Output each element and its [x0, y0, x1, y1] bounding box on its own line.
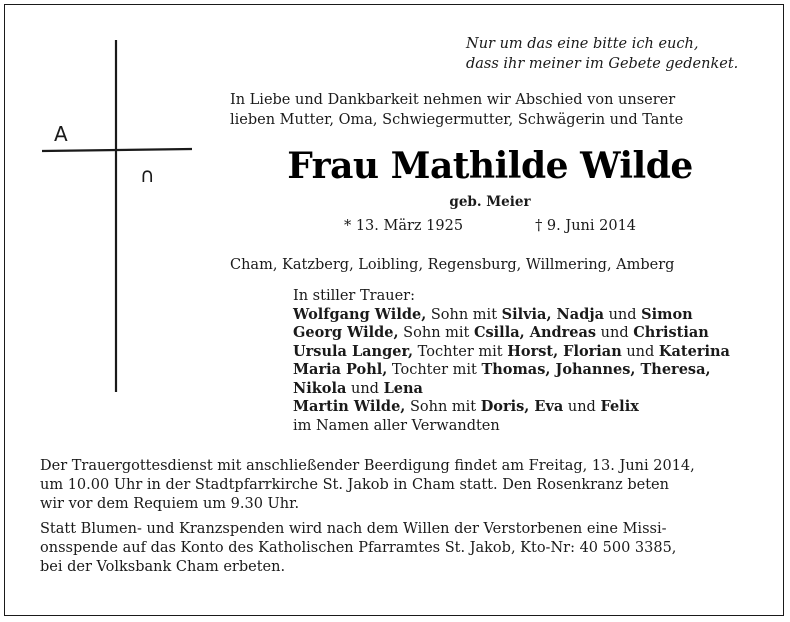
service-line-1: Der Trauergottesdienst mit anschließender Beerdigung findet am Freitag, 13. Juni 2014, — [40, 458, 695, 474]
service-paragraph — [40, 457, 760, 514]
mourner-relation: Sohn mit — [398, 325, 474, 341]
mourner-relation: und — [563, 399, 601, 415]
alpha-symbol: A — [54, 122, 68, 146]
mourner-name: Felix — [600, 398, 639, 415]
donation-line-3: bei der Volksbank Cham erbeten. — [40, 559, 286, 575]
mourning-closing: im Namen aller Verwandten — [293, 417, 500, 434]
mourner-relation: Tochter mit — [387, 362, 482, 378]
mourner-name: Ursula Langer, — [293, 342, 414, 360]
mourner-name: Thomas, Johannes, Theresa, — [481, 361, 711, 378]
intro-line-1: In Liebe und Dankbarkeit nehmen wir Abschied von unserer — [230, 92, 676, 108]
mourner-name: Maria Pohl, — [293, 361, 388, 378]
mourners-list — [293, 287, 763, 435]
mourner-line — [293, 361, 763, 380]
mourner-relation: Sohn mit — [405, 399, 481, 415]
motto-line-2: dass ihr meiner im Gebete gedenket. — [466, 56, 739, 72]
mourner-name: Katerina — [658, 342, 730, 360]
birth-name: geb. Meier — [449, 194, 531, 210]
mourner-name: Doris, Eva — [480, 398, 564, 415]
life-dates — [230, 216, 750, 236]
mourner-relation: Sohn mit — [426, 306, 502, 323]
mourning-heading: In stiller Trauer: — [293, 288, 415, 304]
mourner-line — [293, 398, 763, 417]
mourner-name: Csilla, Andreas — [473, 324, 597, 341]
donation-line-1: Statt Blumen- und Kranzspenden wird nach dem Willen der Verstorbenen eine Missi- — [40, 521, 667, 537]
mourner-name: Simon — [641, 305, 693, 323]
mourner-name: Silvia, Nadja — [501, 305, 604, 323]
mourner-relation: und — [621, 343, 659, 360]
mourner-relation: Tochter mit — [413, 343, 508, 360]
mourner-line — [293, 306, 763, 325]
motto-line-1: Nur um das eine bitte ich euch, — [466, 36, 699, 52]
mourner-line — [293, 324, 763, 343]
mourner-relation: und — [603, 306, 642, 323]
motto — [466, 34, 756, 74]
donation-paragraph — [40, 520, 760, 577]
mourner-line — [293, 343, 763, 362]
birth-date: * 13. März 1925 — [343, 218, 464, 234]
mourner-name: Lena — [383, 379, 423, 397]
mourner-name: Wolfgang Wilde, — [293, 305, 427, 323]
intro-text — [230, 90, 755, 130]
mourner-name: Georg Wilde, — [293, 324, 399, 341]
mourner-name: Horst, Florian — [507, 342, 622, 360]
mourner-name: Christian — [633, 324, 709, 341]
service-line-3: wir vor dem Requiem um 9.30 Uhr. — [40, 496, 300, 512]
service-line-2: um 10.00 Uhr in der Stadtpfarrkirche St. Jakob in Cham statt. Den Rosenkranz beten — [40, 477, 669, 493]
mourner-line — [293, 380, 763, 399]
mourner-relation: und — [596, 325, 634, 341]
mourner-lines — [293, 306, 763, 417]
mourner-name: Martin Wilde, — [293, 398, 406, 415]
omega-symbol: ∩ — [140, 163, 155, 187]
donation-line-2: onsspende auf das Konto des Katholischen Pfarramtes St. Jakob, Kto-Nr: 40 500 3385, — [40, 540, 677, 556]
intro-line-2: lieben Mutter, Oma, Schwiegermutter, Schwägerin und Tante — [230, 112, 684, 128]
mourner-name: Nikola — [293, 379, 347, 397]
mourner-relation: und — [346, 380, 384, 397]
places: Cham, Katzberg, Loibling, Regensburg, Willmering, Amberg — [230, 257, 675, 273]
deceased-name: Frau Mathilde Wilde — [287, 145, 693, 187]
death-date: † 9. Juni 2014 — [535, 218, 637, 234]
